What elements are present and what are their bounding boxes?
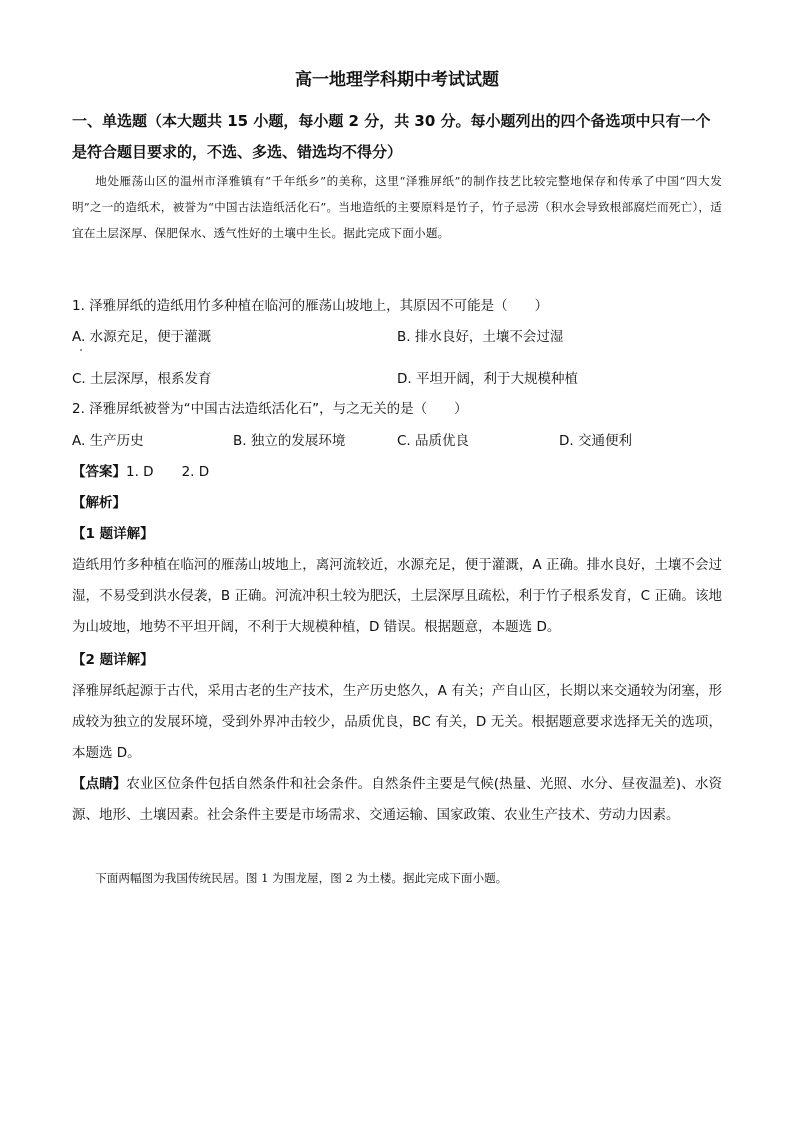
answer-line	[72, 462, 209, 482]
question-1-stem: 1. 泽雅屏纸的造纸用竹多种植在临河的雁荡山坡地上，其原因不可能是（ ）	[72, 298, 549, 314]
tip-paragraph	[72, 769, 722, 831]
analysis-label: 【解析】	[72, 495, 126, 511]
reading-passage-2: 下面两幅图为我国传统民居。图 1 为围龙屋，图 2 为土楼。据此完成下面小题。	[95, 871, 508, 885]
detail-2-label: 【2 题详解】	[72, 652, 154, 668]
q2-option-d: D. 交通便利	[559, 433, 632, 449]
reading-passage-1: 地处雁荡山区的温州市泽雅镇有“千年纸乡”的美称，这里“泽雅屏纸”的制作技艺比较完整地保存和传承了中国“四大发明”之一的造纸术，被誉为“中国古法造纸活化石”。当地造纸的主要原料是竹子，竹子忌涝（积水会导致根部腐烂而死亡），适宜在土层深厚、保肥保水、透气性好的土壤中生长。据此完成下面小题。	[72, 174, 722, 240]
detail-1-label: 【1 题详解】	[72, 526, 154, 542]
answer-2: 2. D	[181, 464, 210, 480]
question-2-stem: 2. 泽雅屏纸被誉为“中国古法造纸活化石”，与之无关的是（ ）	[72, 401, 468, 417]
stray-dot	[80, 349, 82, 351]
detail-2-text: 泽雅屏纸起源于古代，采用古老的生产技术，生产历史悠久，A 有关；产自山区，长期以来交通较为闭塞，形成较为独立的发展环境，受到外界冲击较少，品质优良，BC 有关，D 无关。根据题意要求选择无关的选项，本题选 D。	[72, 683, 722, 761]
q1-option-b: B. 排水良好，土壤不会过湿	[397, 329, 564, 345]
q2-option-a: A. 生产历史	[72, 433, 144, 449]
q1-option-a: A. 水源充足，便于灌溉	[72, 329, 212, 345]
answer-1: 1. D	[126, 464, 154, 480]
q2-option-c: C. 品质优良	[397, 433, 470, 449]
detail-1-text: 造纸用竹多种植在临河的雁荡山坡地上，离河流较近，水源充足，便于灌溉，A 正确。排水良好，土壤不会过湿，不易受到洪水侵袭，B 正确。河流冲积土较为肥沃，土层深厚且疏松，利于竹子根系发育，C 正确。该地为山坡地，地势不平坦开阔，不利于大规模种植，D 错误。根据题意，本题选 D。	[72, 557, 722, 635]
q2-option-b: B. 独立的发展环境	[233, 433, 346, 449]
q1-option-c: C. 土层深厚，根系发育	[72, 371, 212, 387]
answer-label: 【答案】	[72, 464, 126, 480]
section-heading: 一、单选题（本大题共 15 小题，每小题 2 分，共 30 分。每小题列出的四个备选项中只有一个是符合题目要求的，不选、多选、错选均不得分）	[72, 112, 711, 161]
exam-title: 高一地理学科期中考试试题	[295, 70, 499, 90]
q1-option-d: D. 平坦开阔，利于大规模种植	[397, 371, 578, 387]
tip-text: 农业区位条件包括自然条件和社会条件。自然条件主要是气候(热量、光照、水分、昼夜温差)、水资源、地形、土壤因素。社会条件主要是市场需求、交通运输、国家政策、农业生产技术、劳动力因素。	[72, 776, 722, 823]
tip-label: 【点睛】	[72, 776, 127, 792]
